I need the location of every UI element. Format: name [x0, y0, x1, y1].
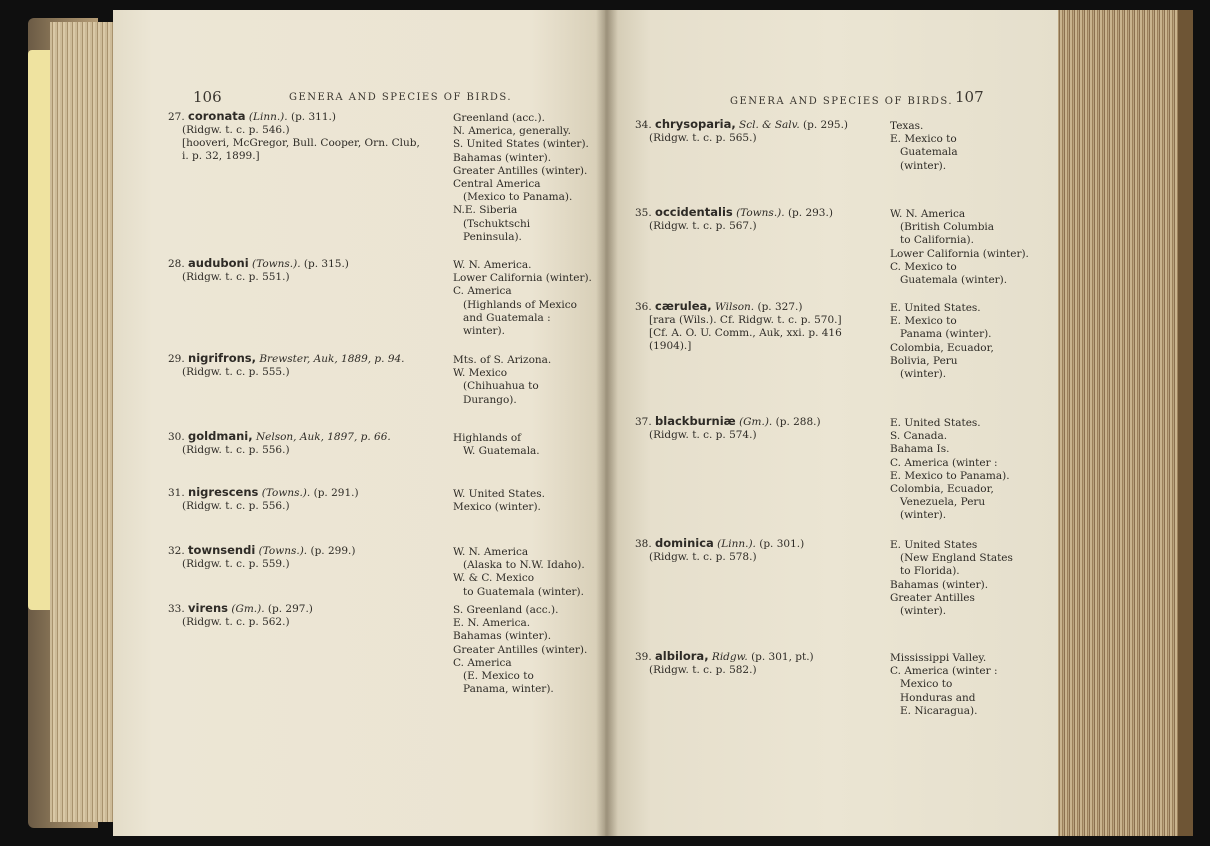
range-line: N.E. Siberia [453, 204, 518, 217]
range-line: Mexico (winter). [453, 501, 541, 514]
page-reference: (p. 315.) [303, 258, 349, 270]
entry-number: 32. [168, 545, 185, 557]
ridgway-reference: (Ridgw. t. c. p. 562.) [182, 616, 290, 628]
range-line: W. & C. Mexico [453, 572, 535, 585]
entry-first-line [168, 431, 391, 443]
range-line: Greenland (acc.). [453, 112, 545, 124]
distribution-range [453, 112, 589, 244]
synonym-note-cont: (1904).] [649, 340, 692, 352]
species-name: townsendi [188, 543, 256, 557]
range-line: Lower California (winter). [890, 247, 1029, 260]
species-authority: Ridgw. [711, 651, 748, 663]
range-line: (winter). [900, 605, 947, 618]
species-authority: (Gm.). [231, 603, 265, 615]
page-reference: (p. 291.) [313, 487, 359, 499]
ridgway-reference: (Ridgw. t. c. p. 551.) [182, 271, 290, 283]
species-authority: (Towns.). [258, 545, 308, 557]
ridgway-reference: (Ridgw. t. c. p. 582.) [649, 664, 757, 676]
species-name: coronata [188, 109, 246, 123]
range-line: Colombia, Ecuador, [890, 341, 994, 354]
right-page-number: 107 [955, 88, 984, 106]
range-line: (Tschuktschi [463, 217, 531, 230]
range-line: Bahama Is. [890, 443, 950, 456]
species-authority: (Linn.). [717, 538, 756, 550]
range-line: Honduras and [900, 691, 976, 704]
page-reference: (p. 288.) [775, 416, 821, 428]
species-authority: (Towns.). [261, 487, 311, 499]
distribution-range [453, 259, 592, 338]
left-running-head: GENERA AND SPECIES OF BIRDS. [289, 92, 513, 103]
page-reference: (p. 327.) [757, 301, 803, 313]
distribution-range [890, 417, 1010, 523]
range-line: Colombia, Ecuador, [890, 483, 994, 496]
species-entry [168, 352, 405, 379]
synonym-note: [hooveri, McGregor, Bull. Cooper, Orn. Club, [182, 137, 420, 149]
species-entry [168, 110, 420, 163]
species-name: auduboni [188, 256, 249, 270]
range-line: Panama (winter). [900, 328, 992, 341]
range-line: C. America (winter : [890, 456, 998, 469]
page-reference: (p. 311.) [290, 111, 336, 123]
entry-first-line [635, 207, 833, 219]
range-line: Texas. [890, 120, 924, 132]
range-line: S. Greenland (acc.). [453, 604, 559, 616]
range-line: Peninsula). [463, 230, 522, 243]
left-page-number: 106 [193, 88, 222, 106]
species-name: nigrescens [188, 485, 259, 499]
range-line: (winter). [900, 509, 947, 522]
page-reference: (p. 301, pt.) [751, 651, 814, 663]
entry-number: 39. [635, 651, 652, 663]
range-line: Greater Antilles (winter). [453, 643, 588, 656]
entry-first-line [168, 603, 313, 615]
range-line: and Guatemala : [463, 311, 551, 324]
entry-number: 33. [168, 603, 185, 615]
range-line: Guatemala (winter). [900, 274, 1008, 287]
range-line: (New England States [900, 552, 1013, 565]
species-name: occidentalis [655, 205, 733, 219]
species-name: dominica [655, 536, 714, 550]
distribution-range [890, 208, 1029, 287]
species-name: virens [188, 601, 228, 615]
page-reference: (p. 299.) [310, 545, 356, 557]
range-line: Greater Antilles [890, 591, 975, 604]
range-line: Panama, winter). [463, 683, 554, 696]
range-line: (Chihuahua to [463, 380, 539, 393]
ridgway-reference: [rara (Wils.). Cf. Ridgw. t. c. p. 570.] [649, 314, 842, 326]
species-name: goldmani, [188, 429, 253, 443]
range-line: E. Mexico to [890, 315, 957, 328]
species-authority: Nelson, Auk, 1897, p. 66. [255, 431, 391, 443]
entry-first-line [168, 111, 336, 123]
synonym-note: [Cf. A. O. U. Comm., Auk, xxi. p. 416 [649, 327, 842, 339]
entry-first-line [635, 538, 804, 550]
entry-first-line [168, 545, 355, 557]
species-authority: Wilson. [715, 301, 755, 313]
species-entry [168, 430, 391, 457]
entry-number: 37. [635, 416, 652, 428]
entry-first-line [635, 301, 802, 313]
species-entry [168, 257, 349, 284]
ridgway-reference: (Ridgw. t. c. p. 565.) [649, 132, 757, 144]
entry-number: 27. [168, 111, 185, 123]
range-line: Mississippi Valley. [890, 652, 987, 664]
range-line: E. Mexico to [890, 133, 957, 146]
range-line: E. United States. [890, 302, 981, 314]
range-line: Venezuela, Peru [900, 496, 986, 509]
species-entry [168, 602, 313, 629]
range-line: Bahamas (winter). [890, 578, 989, 591]
range-line: S. United States (winter). [453, 138, 589, 151]
range-line: Highlands of [453, 432, 522, 444]
range-line: Mexico to [900, 678, 953, 691]
range-line: Guatemala [900, 146, 958, 159]
species-authority: Brewster, Auk, 1889, p. 94. [259, 353, 405, 365]
range-line: Bahamas (winter). [453, 151, 552, 164]
distribution-range [453, 546, 585, 599]
distribution-range [453, 354, 551, 407]
open-book [28, 10, 1193, 836]
range-line: Mts. of S. Arizona. [453, 354, 552, 366]
distribution-range [453, 432, 540, 458]
ridgway-reference: (Ridgw. t. c. p. 556.) [182, 444, 290, 456]
species-name: chrysoparia, [655, 117, 736, 131]
entry-first-line [168, 258, 349, 270]
range-line: Lower California (winter). [453, 272, 592, 285]
entry-number: 31. [168, 487, 185, 499]
range-line: C. America (winter : [890, 665, 998, 678]
ridgway-reference: (Ridgw. t. c. p. 546.) [182, 124, 290, 136]
species-entry [635, 537, 804, 564]
entry-number: 29. [168, 353, 185, 365]
range-line: S. Canada. [890, 430, 948, 443]
ridgway-reference: (Ridgw. t. c. p. 574.) [649, 429, 757, 441]
range-line: (E. Mexico to [463, 670, 534, 683]
range-line: (Highlands of Mexico [463, 298, 577, 311]
species-authority: Scl. & Salv. [739, 119, 800, 131]
range-line: E. N. America. [453, 617, 531, 630]
distribution-range [890, 302, 994, 381]
species-authority: (Linn.). [248, 111, 288, 123]
range-line: W. N. America. [453, 259, 532, 271]
range-line: to Florida). [900, 565, 960, 578]
entry-first-line [635, 119, 848, 131]
range-line: to Guatemala (winter). [463, 585, 584, 598]
range-line: (British Columbia [900, 221, 995, 234]
right-page [605, 10, 1060, 836]
page-reference: (p. 295.) [803, 119, 848, 131]
page-reference: (p. 293.) [787, 207, 833, 219]
species-name: blackburniæ [655, 414, 736, 428]
range-line: Greater Antilles (winter). [453, 164, 588, 177]
species-entry [635, 118, 848, 145]
species-authority: (Gm.). [739, 416, 773, 428]
entry-first-line [635, 416, 821, 428]
range-line: E. Nicaragua). [900, 704, 978, 717]
entry-first-line [635, 651, 814, 663]
range-line: W. N. America [453, 546, 529, 558]
range-line: Bahamas (winter). [453, 630, 552, 643]
range-line: W. N. America [890, 208, 966, 220]
entry-number: 38. [635, 538, 652, 550]
distribution-range [453, 604, 587, 696]
species-name: albilora, [655, 649, 709, 663]
species-entry [635, 300, 842, 353]
right-running-head: GENERA AND SPECIES OF BIRDS. [730, 96, 954, 107]
ridgway-reference: (Ridgw. t. c. p. 555.) [182, 366, 290, 378]
distribution-range [890, 120, 958, 173]
species-authority: (Towns.). [736, 207, 785, 219]
range-line: (Alaska to N.W. Idaho). [463, 559, 585, 572]
range-line: W. United States. [453, 488, 545, 500]
species-entry [168, 544, 355, 571]
ridgway-reference: (Ridgw. t. c. p. 567.) [649, 220, 757, 232]
ridgway-reference: (Ridgw. t. c. p. 556.) [182, 500, 290, 512]
entry-number: 36. [635, 301, 652, 313]
entry-number: 35. [635, 207, 652, 219]
range-line: E. United States. [890, 417, 981, 429]
page-edges-right [1058, 10, 1193, 836]
species-name: nigrifrons, [188, 351, 256, 365]
species-entry [635, 415, 821, 442]
entry-number: 28. [168, 258, 185, 270]
entry-number: 34. [635, 119, 652, 131]
book-cover-right [1178, 10, 1193, 836]
range-line: C. America [453, 285, 512, 298]
entry-first-line [168, 487, 359, 499]
range-line: (winter). [900, 159, 947, 172]
synonym-note-cont: i. p. 32, 1899.] [182, 150, 260, 162]
species-entry [168, 486, 359, 513]
range-line: C. Mexico to [890, 260, 957, 273]
range-line: E. United States [890, 539, 978, 551]
range-line: C. America [453, 656, 512, 669]
distribution-range [453, 488, 545, 514]
range-line: W. Mexico [453, 367, 508, 380]
species-entry [635, 206, 833, 233]
range-line: N. America, generally. [453, 125, 571, 138]
range-line: Central America [453, 178, 541, 191]
range-line: W. Guatemala. [463, 445, 540, 458]
entry-number: 30. [168, 431, 185, 443]
page-reference: (p. 297.) [267, 603, 313, 615]
range-line: E. Mexico to Panama). [890, 469, 1010, 482]
distribution-range [890, 652, 997, 718]
distribution-range [890, 539, 1013, 618]
range-line: (Mexico to Panama). [463, 191, 573, 204]
range-line: Durango). [463, 393, 517, 406]
range-line: winter). [463, 325, 505, 338]
entry-first-line [168, 353, 405, 365]
ridgway-reference: (Ridgw. t. c. p. 559.) [182, 558, 290, 570]
species-name: cærulea, [655, 299, 712, 313]
ridgway-reference: (Ridgw. t. c. p. 578.) [649, 551, 757, 563]
book-gutter [596, 10, 618, 836]
left-page [113, 10, 605, 836]
species-entry [635, 650, 814, 677]
range-line: to California). [900, 234, 974, 247]
range-line: (winter). [900, 368, 947, 381]
range-line: Bolivia, Peru [890, 354, 958, 367]
page-reference: (p. 301.) [759, 538, 805, 550]
species-authority: (Towns.). [252, 258, 301, 270]
